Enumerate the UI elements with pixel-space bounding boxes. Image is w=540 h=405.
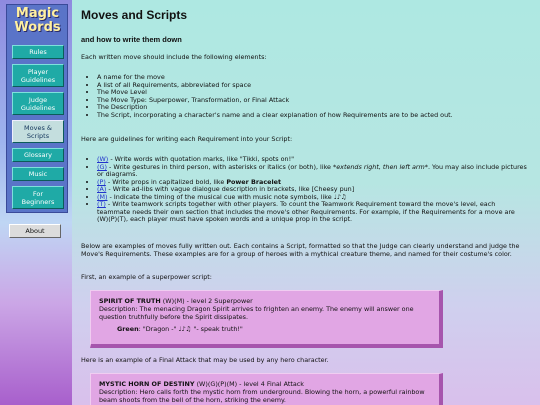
list-item: • The Description (97, 104, 527, 112)
page-title: Moves and Scripts (81, 8, 188, 22)
move-meta: (W)(M) - level 2 Superpower (160, 297, 253, 305)
move-name: MYSTIC HORN OF DESTINY (99, 380, 195, 388)
nav-player-guidelines-button[interactable] (12, 64, 64, 87)
code-link-t[interactable]: (T) (97, 200, 106, 208)
elements-list (81, 74, 527, 119)
guidelines-list (81, 156, 527, 224)
guidelines-intro: Here are guidelines for writing each Requirement into your Script: (81, 135, 293, 143)
nav-beginners-button[interactable] (12, 186, 64, 209)
nav-moves-label-2: Scripts (26, 131, 50, 140)
guideline-text: - Write teamwork scripts together with other players. To count the Teamwork Requirement toward the move's level, each teammate needs their own section that includes the move's other Requirements. For example, if the Requirements for a move are (W)(P)(T), each player must have spoken words and a unique prop in the script. (97, 200, 515, 223)
code-link-a[interactable]: (A) (97, 185, 107, 193)
move-name: SPIRIT OF TRUTH (99, 297, 161, 305)
nav-moves-scripts-button[interactable] (12, 120, 64, 143)
intro-text: Each written move should include the following elements: (81, 53, 267, 61)
nav-rules-label: Rules (29, 48, 47, 56)
nav-judge-label-1: Judge (28, 95, 48, 104)
nav-judge-guidelines-button[interactable] (12, 92, 64, 115)
page-subtitle: and how to write them down (81, 35, 182, 44)
guideline-text: . You may also include pictures or diagrams. (97, 162, 527, 178)
guideline-example: Power Bracelet (226, 177, 282, 186)
speaker-name: Green (117, 325, 139, 333)
about-button[interactable] (9, 224, 61, 238)
list-item: • The Script, incorporating a character's name and a clear explanation of how Requirements are to be acted out. (97, 112, 527, 120)
code-link-p[interactable]: (P) (97, 177, 106, 186)
guideline-text: - Write words with quotation marks, like "Tikki, spots on!" (108, 155, 295, 163)
list-item: • The Move Type: Superpower, Transformation, or Final Attack (97, 97, 527, 105)
examples-intro: Below are examples of moves fully written out. Each contains a Script, formatted so that the Judge can clearly understand and judge the Move's Requirements. These examples are for a group of heroes with a mythical creature theme, and named for their costume's color. (81, 242, 520, 258)
superpower-intro: First, an example of a superpower script: (81, 273, 212, 281)
script-line (99, 325, 431, 333)
list-item (97, 201, 527, 224)
code-link-w[interactable]: (W) (97, 155, 109, 163)
guideline-text: - Indicate the timing of the musical cue with music note symbols, like ♩♪♫ (107, 192, 347, 201)
guideline-text: - Write props in capitalized bold, like (105, 177, 227, 186)
nav-music-label: Music (28, 170, 48, 178)
move-description: Description: The menacing Dragon Spirit arrives to frighten an enemy. The enemy will answer one question truthfully before the Spirit dissipates. (99, 305, 414, 321)
code-link-g[interactable]: (G) (97, 162, 107, 171)
about-label: About (25, 227, 45, 235)
script-header (99, 380, 431, 388)
nav-panel (6, 4, 68, 213)
guideline-text: - Write ad-libs with vague dialogue description in brackets, like [Cheesy pun] (106, 185, 355, 193)
nav-rules-button[interactable] (12, 45, 64, 59)
nav-glossary-button[interactable] (12, 148, 64, 162)
move-description: Description: Hero calls forth the mystic horn from underground. Blowing the horn, a powerful rainbow beam shoots from the bell of the horn, striking the enemy. (99, 388, 425, 404)
list-item (97, 164, 527, 179)
list-item: • The Move Level (97, 89, 527, 97)
nav-glossary-label: Glossary (23, 151, 53, 159)
guideline-example: *extends right, then left arm* (333, 162, 428, 171)
code-link-m[interactable]: (M) (97, 192, 108, 201)
nav-player-label-1: Player (27, 67, 49, 76)
guideline-text: - Write gestures in third person, with asterisks or italics (or both), like (106, 162, 334, 171)
site-logo[interactable] (10, 7, 65, 35)
nav-player-label-2: Guidelines (20, 75, 56, 84)
list-item: • A list of all Requirements, abbreviated for space (97, 82, 527, 90)
main-content (72, 0, 540, 405)
script-example-final-attack (90, 373, 443, 405)
list-item: • A name for the move (97, 74, 527, 82)
nav-moves-label-1: Moves & (24, 123, 52, 132)
move-meta: (W)(G)(P)(M) - level 4 Final Attack (194, 380, 305, 388)
logo-line-1: Magic (15, 6, 60, 21)
nav-beginners-label-1: For (32, 189, 44, 198)
sidebar (0, 0, 72, 405)
final-attack-intro: Here is an example of a Final Attack that may be used by any hero character. (81, 356, 329, 364)
nav-music-button[interactable] (12, 167, 64, 181)
nav-judge-label-2: Guidelines (20, 103, 56, 112)
script-example-superpower (90, 290, 443, 348)
nav-beginners-label-2: Beginners (21, 197, 55, 206)
script-line-text: : "Dragon -" ♩♪♫ "- speak truth!" (138, 325, 243, 333)
logo-line-2: Words (14, 20, 61, 35)
script-header (99, 297, 431, 305)
